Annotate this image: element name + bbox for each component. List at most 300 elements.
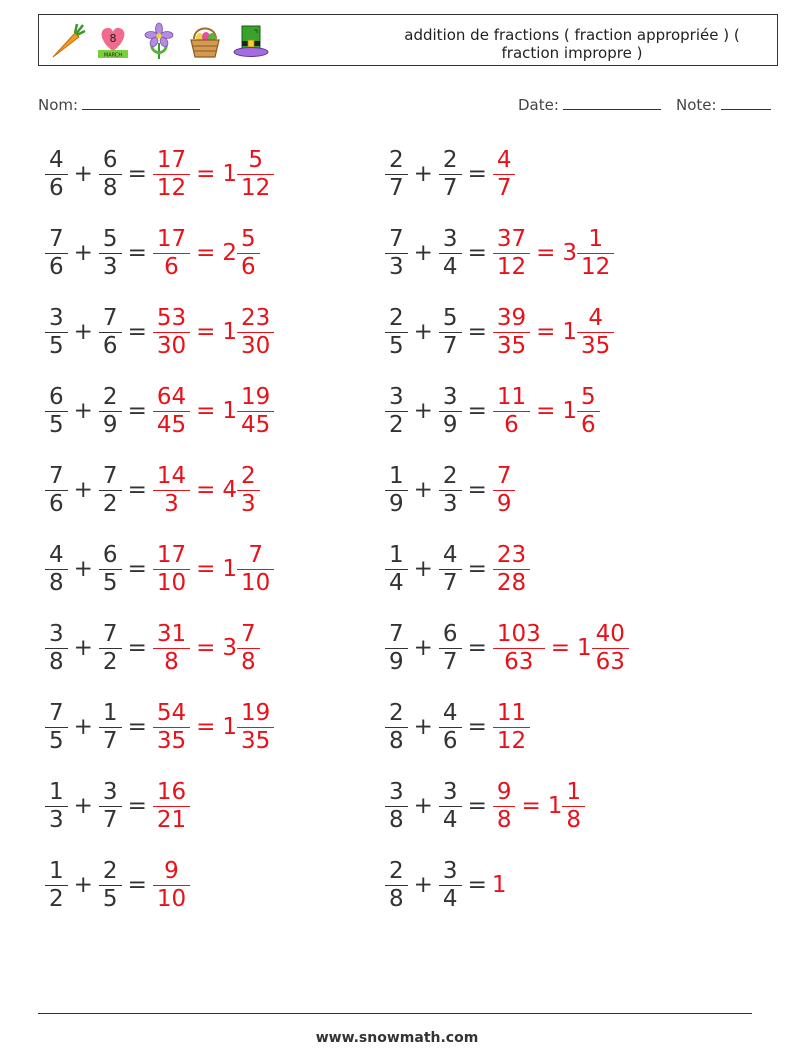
plus-sign: + bbox=[73, 872, 93, 898]
equals-sign: = bbox=[196, 714, 216, 740]
equals-sign: = bbox=[196, 319, 216, 345]
answer-improper-fraction bbox=[495, 778, 514, 833]
problem-row bbox=[384, 537, 531, 601]
equals-sign: = bbox=[127, 319, 147, 345]
problem-row bbox=[44, 537, 275, 601]
plus-sign: + bbox=[73, 556, 93, 582]
answer-improper-fraction bbox=[155, 699, 188, 754]
answer-mixed-whole: 1 bbox=[222, 556, 238, 582]
addend-fraction-denominator: 5 bbox=[45, 332, 68, 358]
answer-mixed-fraction-denominator: 63 bbox=[592, 648, 629, 674]
problem-row bbox=[44, 695, 275, 759]
answer-mixed-fraction-numerator: 1 bbox=[588, 225, 603, 252]
answer-improper-fraction-denominator: 6 bbox=[493, 411, 530, 437]
addend-fraction-numerator: 2 bbox=[389, 699, 404, 726]
addend-fraction-numerator: 2 bbox=[102, 383, 118, 410]
answer-mixed-fraction-denominator: 45 bbox=[237, 411, 274, 437]
name-label: Nom: bbox=[38, 96, 79, 114]
answer-improper-fraction-numerator: 103 bbox=[496, 620, 541, 647]
plus-sign: + bbox=[73, 319, 93, 345]
addend-fraction-numerator: 1 bbox=[102, 699, 118, 726]
problem-row bbox=[384, 379, 601, 443]
equals-sign: = bbox=[467, 556, 487, 582]
answer-improper-fraction bbox=[155, 620, 188, 675]
plus-sign: + bbox=[413, 793, 433, 819]
svg-text:8: 8 bbox=[109, 32, 117, 45]
addend-fraction-denominator: 8 bbox=[385, 806, 408, 832]
addend-fraction bbox=[387, 462, 406, 517]
addend-fraction bbox=[387, 383, 406, 438]
answer-improper-fraction-numerator: 17 bbox=[156, 541, 187, 568]
addend-fraction bbox=[47, 857, 66, 912]
answer-improper-fraction-denominator: 10 bbox=[153, 885, 190, 911]
equals-sign: = bbox=[536, 240, 556, 266]
answer-improper-fraction-numerator: 11 bbox=[496, 699, 527, 726]
answer-mixed-fraction bbox=[579, 383, 598, 438]
addend-fraction-denominator: 7 bbox=[99, 806, 122, 832]
addend-fraction-numerator: 2 bbox=[102, 857, 118, 884]
addend-fraction bbox=[387, 699, 406, 754]
answer-improper-fraction bbox=[495, 541, 528, 596]
addend-fraction-numerator: 3 bbox=[442, 857, 458, 884]
equals-sign: = bbox=[196, 635, 216, 661]
answer-mixed-fraction-numerator: 7 bbox=[248, 541, 263, 568]
answer-mixed-fraction-numerator: 4 bbox=[588, 304, 603, 331]
problem-row bbox=[44, 221, 261, 285]
equals-sign: = bbox=[127, 714, 147, 740]
addend-fraction bbox=[101, 778, 120, 833]
answer-mixed-whole: 1 bbox=[222, 161, 238, 187]
addend-fraction-numerator: 2 bbox=[389, 146, 404, 173]
answer-improper-fraction-numerator: 11 bbox=[496, 383, 527, 410]
equals-sign: = bbox=[467, 635, 487, 661]
addend-fraction bbox=[387, 541, 406, 596]
equals-sign: = bbox=[467, 161, 487, 187]
addend-fraction bbox=[101, 146, 120, 201]
addend-fraction-denominator: 2 bbox=[99, 648, 122, 674]
answer-improper-fraction-numerator: 53 bbox=[156, 304, 187, 331]
plus-sign: + bbox=[73, 240, 93, 266]
answer-mixed-fraction bbox=[239, 541, 272, 596]
problem-row bbox=[384, 774, 586, 838]
addend-fraction-denominator: 2 bbox=[45, 885, 68, 911]
addend-fraction-numerator: 2 bbox=[442, 146, 458, 173]
answer-mixed-fraction-denominator: 12 bbox=[577, 253, 614, 279]
addend-fraction-denominator: 3 bbox=[99, 253, 122, 279]
addend-fraction bbox=[47, 304, 66, 359]
answer-improper-fraction bbox=[155, 541, 188, 596]
addend-fraction bbox=[101, 541, 120, 596]
answer-mixed-fraction-numerator: 5 bbox=[248, 146, 263, 173]
svg-text:MARCH: MARCH bbox=[103, 52, 123, 59]
answer-improper-fraction-denominator: 21 bbox=[153, 806, 190, 832]
addend-fraction-denominator: 7 bbox=[439, 332, 462, 358]
addend-fraction-numerator: 6 bbox=[49, 383, 64, 410]
addend-fraction bbox=[101, 383, 120, 438]
answer-improper-fraction-numerator: 23 bbox=[496, 541, 527, 568]
answer-improper-fraction-denominator: 7 bbox=[493, 174, 516, 200]
addend-fraction bbox=[101, 620, 120, 675]
answer-mixed-fraction-numerator: 5 bbox=[241, 225, 256, 252]
addend-fraction-denominator: 6 bbox=[45, 253, 68, 279]
problem-row bbox=[384, 695, 531, 759]
addend-fraction-numerator: 2 bbox=[389, 304, 404, 331]
addend-fraction bbox=[441, 699, 460, 754]
addend-fraction-numerator: 6 bbox=[442, 620, 458, 647]
equals-sign: = bbox=[536, 319, 556, 345]
answer-mixed-whole: 1 bbox=[222, 319, 238, 345]
addend-fraction-numerator: 7 bbox=[389, 225, 404, 252]
answer-mixed-fraction-numerator: 23 bbox=[241, 304, 271, 331]
answer-mixed-fraction bbox=[579, 304, 612, 359]
addend-fraction-numerator: 1 bbox=[389, 541, 404, 568]
equals-sign: = bbox=[467, 319, 487, 345]
answer-improper-fraction bbox=[495, 699, 528, 754]
answer-mixed-fraction-numerator: 2 bbox=[241, 462, 256, 489]
answer-mixed-fraction bbox=[239, 383, 272, 438]
addend-fraction bbox=[441, 225, 460, 280]
equals-sign: = bbox=[521, 793, 541, 819]
addend-fraction bbox=[47, 462, 66, 517]
addend-fraction bbox=[387, 857, 406, 912]
addend-fraction-denominator: 8 bbox=[45, 648, 68, 674]
problem-row bbox=[44, 616, 261, 680]
answer-improper-fraction-denominator: 3 bbox=[153, 490, 190, 516]
addend-fraction bbox=[47, 699, 66, 754]
addend-fraction bbox=[387, 778, 406, 833]
answer-improper-fraction-numerator: 9 bbox=[496, 778, 512, 805]
answer-improper-fraction-denominator: 12 bbox=[493, 727, 530, 753]
equals-sign: = bbox=[467, 477, 487, 503]
addend-fraction-denominator: 8 bbox=[385, 727, 408, 753]
addend-fraction-numerator: 3 bbox=[389, 778, 404, 805]
problem-row bbox=[44, 774, 191, 838]
addend-fraction bbox=[47, 146, 66, 201]
answer-whole: 1 bbox=[491, 872, 507, 898]
addend-fraction-numerator: 1 bbox=[49, 778, 64, 805]
equals-sign: = bbox=[196, 556, 216, 582]
addend-fraction-numerator: 7 bbox=[49, 699, 64, 726]
addend-fraction-numerator: 1 bbox=[49, 857, 64, 884]
addend-fraction bbox=[47, 225, 66, 280]
addend-fraction-numerator: 7 bbox=[102, 304, 118, 331]
answer-mixed-whole: 3 bbox=[562, 240, 578, 266]
answer-improper-fraction-numerator: 9 bbox=[164, 857, 179, 884]
addend-fraction bbox=[441, 857, 460, 912]
problem-row bbox=[384, 221, 615, 285]
answer-mixed-fraction-denominator: 3 bbox=[237, 490, 260, 516]
equals-sign: = bbox=[467, 398, 487, 424]
answer-improper-fraction-numerator: 7 bbox=[496, 462, 512, 489]
answer-improper-fraction-numerator: 39 bbox=[496, 304, 527, 331]
addend-fraction-numerator: 3 bbox=[442, 778, 458, 805]
equals-sign: = bbox=[127, 398, 147, 424]
answer-improper-fraction bbox=[155, 778, 188, 833]
addend-fraction-denominator: 4 bbox=[439, 806, 462, 832]
answer-improper-fraction bbox=[155, 225, 188, 280]
answer-mixed-whole: 1 bbox=[547, 793, 563, 819]
plus-sign: + bbox=[413, 872, 433, 898]
addend-fraction-denominator: 6 bbox=[439, 727, 462, 753]
answer-mixed-fraction-numerator: 5 bbox=[581, 383, 596, 410]
answer-improper-fraction-numerator: 37 bbox=[496, 225, 527, 252]
addend-fraction bbox=[101, 462, 120, 517]
addend-fraction-denominator: 5 bbox=[45, 727, 68, 753]
date-label: Date: bbox=[518, 96, 559, 114]
answer-mixed-fraction-denominator: 10 bbox=[237, 569, 274, 595]
addend-fraction bbox=[387, 225, 406, 280]
addend-fraction bbox=[47, 620, 66, 675]
addend-fraction-denominator: 5 bbox=[45, 411, 68, 437]
addend-fraction-numerator: 3 bbox=[49, 620, 64, 647]
addend-fraction-numerator: 5 bbox=[102, 225, 118, 252]
plus-sign: + bbox=[413, 635, 433, 661]
addend-fraction-denominator: 7 bbox=[439, 648, 462, 674]
answer-improper-fraction-denominator: 12 bbox=[493, 253, 530, 279]
plus-sign: + bbox=[73, 635, 93, 661]
addend-fraction-denominator: 2 bbox=[99, 490, 122, 516]
equals-sign: = bbox=[127, 793, 147, 819]
addend-fraction-numerator: 6 bbox=[102, 541, 118, 568]
worksheet-title: addition de fractions ( fraction appropriée ) ( fraction impropre ) bbox=[404, 26, 740, 62]
addend-fraction-numerator: 1 bbox=[389, 462, 404, 489]
grade-label: Note: bbox=[676, 96, 717, 114]
answer-improper-fraction bbox=[495, 383, 528, 438]
addend-fraction-numerator: 4 bbox=[49, 146, 64, 173]
problem-row bbox=[384, 458, 516, 522]
addend-fraction-denominator: 6 bbox=[45, 174, 68, 200]
addend-fraction bbox=[387, 304, 406, 359]
answer-mixed-fraction bbox=[239, 699, 272, 754]
answer-mixed-fraction bbox=[594, 620, 627, 675]
addend-fraction-denominator: 8 bbox=[99, 174, 122, 200]
addend-fraction-numerator: 4 bbox=[442, 541, 458, 568]
addend-fraction-denominator: 6 bbox=[99, 332, 122, 358]
problem-row bbox=[384, 300, 615, 364]
addend-fraction-numerator: 2 bbox=[389, 857, 404, 884]
plus-sign: + bbox=[73, 714, 93, 740]
answer-mixed-fraction bbox=[239, 146, 272, 201]
plus-sign: + bbox=[413, 714, 433, 740]
addend-fraction-denominator: 8 bbox=[385, 885, 408, 911]
answer-mixed-fraction-denominator: 12 bbox=[237, 174, 274, 200]
answer-mixed-fraction-denominator: 6 bbox=[577, 411, 600, 437]
addend-fraction-numerator: 4 bbox=[49, 541, 64, 568]
addend-fraction bbox=[441, 146, 460, 201]
answer-improper-fraction bbox=[155, 383, 188, 438]
addend-fraction bbox=[47, 383, 66, 438]
equals-sign: = bbox=[467, 240, 487, 266]
problem-row bbox=[44, 379, 275, 443]
answer-mixed-whole: 1 bbox=[577, 635, 592, 661]
addend-fraction-numerator: 3 bbox=[442, 383, 458, 410]
answer-improper-fraction-denominator: 9 bbox=[493, 490, 516, 516]
addend-fraction bbox=[47, 541, 66, 596]
addend-fraction-denominator: 9 bbox=[385, 490, 408, 516]
answer-improper-fraction bbox=[495, 620, 543, 675]
answer-improper-fraction-numerator: 16 bbox=[156, 778, 187, 805]
answer-mixed-fraction-numerator: 1 bbox=[566, 778, 582, 805]
answer-improper-fraction bbox=[495, 304, 528, 359]
answer-improper-fraction-denominator: 8 bbox=[493, 806, 516, 832]
addend-fraction bbox=[441, 462, 460, 517]
addend-fraction-denominator: 7 bbox=[385, 174, 408, 200]
answer-mixed-whole: 2 bbox=[222, 240, 238, 266]
addend-fraction-numerator: 4 bbox=[442, 699, 458, 726]
addend-fraction-denominator: 5 bbox=[99, 885, 122, 911]
answer-mixed-fraction-numerator: 19 bbox=[241, 699, 271, 726]
plus-sign: + bbox=[413, 398, 433, 424]
answer-improper-fraction-numerator: 31 bbox=[156, 620, 187, 647]
addend-fraction-numerator: 7 bbox=[49, 225, 64, 252]
plus-sign: + bbox=[413, 556, 433, 582]
addend-fraction-numerator: 2 bbox=[442, 462, 458, 489]
answer-mixed-fraction-denominator: 8 bbox=[562, 806, 585, 832]
answer-improper-fraction-denominator: 8 bbox=[153, 648, 190, 674]
equals-sign: = bbox=[196, 477, 216, 503]
problem-row bbox=[44, 300, 275, 364]
answer-improper-fraction-denominator: 35 bbox=[153, 727, 190, 753]
plus-sign: + bbox=[73, 477, 93, 503]
answer-improper-fraction-denominator: 63 bbox=[493, 648, 545, 674]
equals-sign: = bbox=[467, 872, 487, 898]
equals-sign: = bbox=[467, 714, 487, 740]
addend-fraction-denominator: 8 bbox=[45, 569, 68, 595]
addend-fraction bbox=[101, 857, 120, 912]
equals-sign: = bbox=[127, 556, 147, 582]
answer-mixed-fraction-denominator: 35 bbox=[237, 727, 274, 753]
answer-improper-fraction-numerator: 17 bbox=[156, 225, 187, 252]
addend-fraction-denominator: 4 bbox=[439, 885, 462, 911]
plus-sign: + bbox=[413, 161, 433, 187]
problem-row bbox=[44, 458, 261, 522]
answer-mixed-whole: 1 bbox=[562, 319, 578, 345]
answer-improper-fraction-denominator: 35 bbox=[493, 332, 530, 358]
answer-improper-fraction-numerator: 4 bbox=[496, 146, 512, 173]
addend-fraction-denominator: 9 bbox=[385, 648, 408, 674]
addend-fraction bbox=[47, 778, 66, 833]
answer-mixed-fraction bbox=[239, 225, 258, 280]
addend-fraction-denominator: 7 bbox=[439, 569, 462, 595]
answer-improper-fraction-numerator: 54 bbox=[156, 699, 187, 726]
answer-mixed-whole: 1 bbox=[222, 714, 238, 740]
answer-improper-fraction bbox=[495, 225, 528, 280]
addend-fraction bbox=[441, 541, 460, 596]
addend-fraction-numerator: 3 bbox=[102, 778, 118, 805]
addend-fraction-numerator: 7 bbox=[102, 462, 118, 489]
addend-fraction bbox=[441, 620, 460, 675]
addend-fraction bbox=[441, 383, 460, 438]
equals-sign: = bbox=[196, 398, 216, 424]
addend-fraction-numerator: 5 bbox=[442, 304, 458, 331]
equals-sign: = bbox=[196, 240, 216, 266]
answer-mixed-fraction-numerator: 40 bbox=[595, 620, 625, 647]
equals-sign: = bbox=[127, 477, 147, 503]
answer-mixed-whole: 3 bbox=[222, 635, 238, 661]
problem-row bbox=[384, 616, 630, 680]
answer-mixed-fraction-numerator: 19 bbox=[241, 383, 271, 410]
problem-row bbox=[44, 853, 191, 917]
addend-fraction-denominator: 3 bbox=[439, 490, 462, 516]
addend-fraction bbox=[441, 304, 460, 359]
plus-sign: + bbox=[73, 793, 93, 819]
problem-row bbox=[384, 142, 516, 206]
addend-fraction-denominator: 4 bbox=[385, 569, 408, 595]
answer-improper-fraction-numerator: 64 bbox=[156, 383, 187, 410]
answer-improper-fraction bbox=[495, 462, 514, 517]
addend-fraction-denominator: 5 bbox=[99, 569, 122, 595]
equals-sign: = bbox=[127, 161, 147, 187]
answer-mixed-fraction bbox=[239, 620, 258, 675]
answer-mixed-fraction bbox=[239, 304, 272, 359]
addend-fraction bbox=[387, 146, 406, 201]
addend-fraction bbox=[387, 620, 406, 675]
answer-mixed-fraction bbox=[579, 225, 612, 280]
equals-sign: = bbox=[536, 398, 556, 424]
addend-fraction-numerator: 3 bbox=[442, 225, 458, 252]
plus-sign: + bbox=[73, 161, 93, 187]
addend-fraction-numerator: 7 bbox=[389, 620, 404, 647]
addend-fraction-denominator: 3 bbox=[45, 806, 68, 832]
answer-mixed-fraction-denominator: 6 bbox=[237, 253, 260, 279]
answer-improper-fraction bbox=[155, 857, 188, 912]
answer-improper-fraction-denominator: 12 bbox=[153, 174, 190, 200]
answer-mixed-whole: 4 bbox=[222, 477, 238, 503]
answer-mixed-fraction-denominator: 35 bbox=[577, 332, 614, 358]
answer-improper-fraction-denominator: 28 bbox=[493, 569, 530, 595]
answer-improper-fraction bbox=[155, 146, 188, 201]
footer-divider bbox=[38, 1013, 752, 1014]
answer-improper-fraction-denominator: 10 bbox=[153, 569, 190, 595]
answer-improper-fraction-numerator: 17 bbox=[156, 146, 187, 173]
equals-sign: = bbox=[550, 635, 571, 661]
answer-improper-fraction-denominator: 6 bbox=[153, 253, 190, 279]
answer-mixed-fraction-denominator: 30 bbox=[237, 332, 274, 358]
problem-row bbox=[44, 142, 275, 206]
problem-row bbox=[384, 853, 506, 917]
equals-sign: = bbox=[127, 872, 147, 898]
footer-url: www.snowmath.com bbox=[315, 1030, 479, 1046]
addend-fraction bbox=[101, 304, 120, 359]
answer-improper-fraction bbox=[155, 462, 188, 517]
addend-fraction-denominator: 7 bbox=[439, 174, 462, 200]
addend-fraction-denominator: 5 bbox=[385, 332, 408, 358]
addend-fraction-numerator: 3 bbox=[49, 304, 64, 331]
addend-fraction bbox=[441, 778, 460, 833]
addend-fraction-numerator: 7 bbox=[102, 620, 118, 647]
answer-mixed-fraction-numerator: 7 bbox=[241, 620, 256, 647]
addend-fraction-denominator: 2 bbox=[385, 411, 408, 437]
addend-fraction-numerator: 7 bbox=[49, 462, 64, 489]
equals-sign: = bbox=[467, 793, 487, 819]
addend-fraction-denominator: 6 bbox=[45, 490, 68, 516]
plus-sign: + bbox=[73, 398, 93, 424]
answer-mixed-whole: 1 bbox=[222, 398, 238, 424]
addend-fraction-numerator: 6 bbox=[102, 146, 118, 173]
addend-fraction bbox=[101, 699, 120, 754]
answer-improper-fraction-denominator: 30 bbox=[153, 332, 190, 358]
addend-fraction-denominator: 9 bbox=[99, 411, 122, 437]
addend-fraction-denominator: 7 bbox=[99, 727, 122, 753]
equals-sign: = bbox=[196, 161, 216, 187]
addend-fraction-denominator: 3 bbox=[385, 253, 408, 279]
addend-fraction-denominator: 4 bbox=[439, 253, 462, 279]
addend-fraction bbox=[101, 225, 120, 280]
answer-mixed-whole: 1 bbox=[562, 398, 578, 424]
addend-fraction-denominator: 9 bbox=[439, 411, 462, 437]
plus-sign: + bbox=[413, 477, 433, 503]
addend-fraction-numerator: 3 bbox=[389, 383, 404, 410]
